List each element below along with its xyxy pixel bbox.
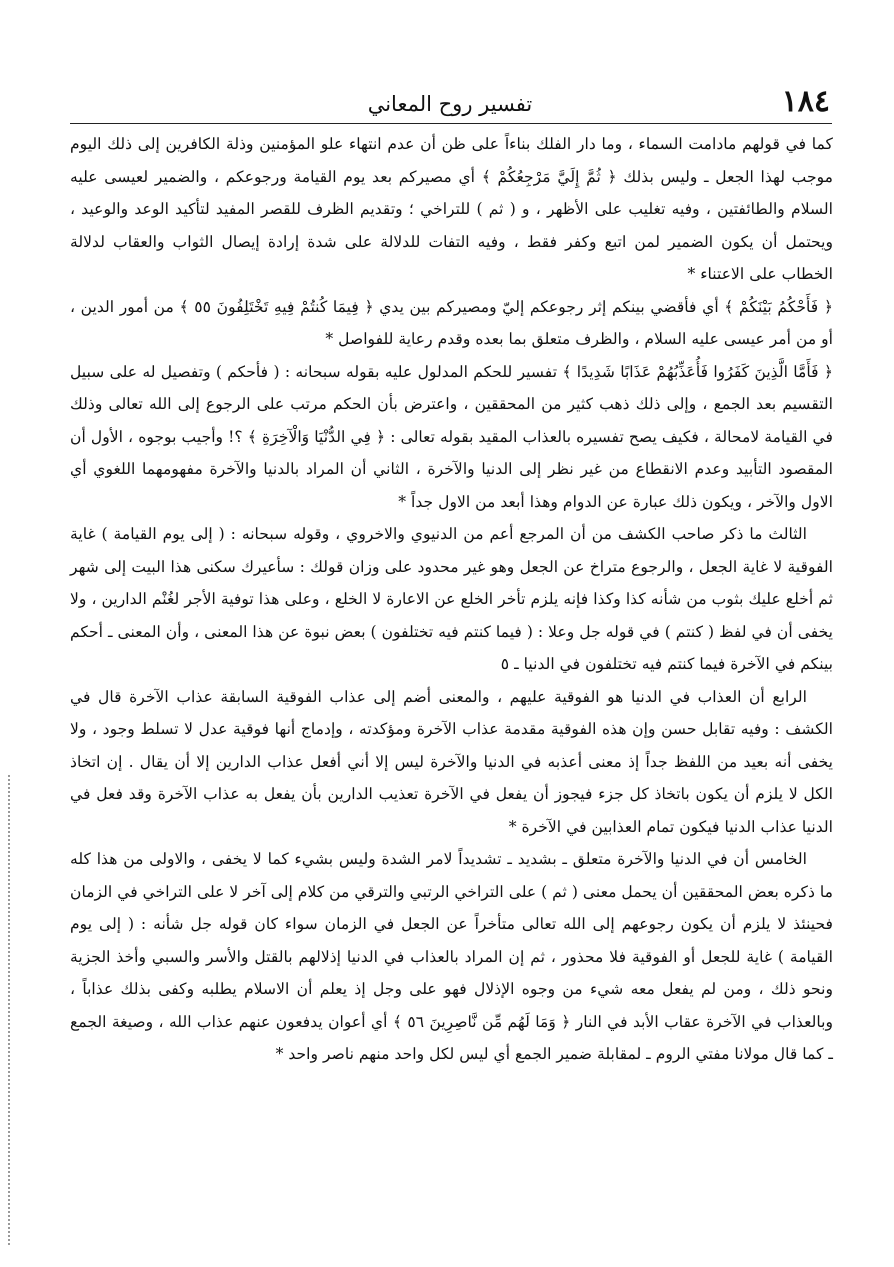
paragraph: الثالث ما ذكر صاحب الكشف من أن المرجع أعم من الدنيوي والاخروي ، وقوله سبحانه : ( إلى يوم القيامة ) غاية الفوقية لا غاية الجعل ، والرجوع متراخ عن الجعل وهو غير محدود على وزان قولك : سأعيرك سكنى هذا البيت إلى شهر ثم أخلع عليك بثوب من شأنه كذا وكذا فإنه يلزم تأخر الخلع عن الاعارة لا الخلع ، وعلى هذا توفية الأجر لغُنْم الدارين ، ولا يخفى أن في لفظ ( كنتم ) في قوله جل وعلا : ( فيما كنتم فيه تختلفون ) بعض نبوة عن هذا المعنى ، وأن المعنى ـ أحكم بينكم في الآخرة فيما كنتم فيه تختلفون في الدنيا ـ ٥ [70,525,833,673]
running-title: تفسير روح المعاني [367,92,533,116]
page-header [70,84,830,124]
paragraph: ﴿ فَأَمَّا الَّذِينَ كَفَرُوا فَأُعَذِّبُهُمْ عَذَابًا شَدِيدًا ﴾ تفسير للحكم المدلول عليه بقوله سبحانه : ( فأحكم ) وتفصيل له على سبيل التقسيم بعد الجمع ، وإلى ذلك ذهب كثير من المحققين ، واعترض بأن الحكم مرتب على الرجوع إلى الله تعالى وذلك في القيامة لامحالة ، فكيف يصح تفسيره بالعذاب المقيد بقوله تعالى : ﴿ فِي الدُّنْيَا وَالْآخِرَةِ ﴾ ؟! وأجيب بوجوه ، الأول أن المقصود التأبيد وعدم الانقطاع من غير نظر إلى الدنيا والآخرة ، الثاني أن المراد بالدنيا والآخرة مفهومهما اللغوي أي الاول والآخر ، ويكون ذلك عبارة عن الدوام وهذا أبعد من الاول جداً * [70,362,833,511]
header-rule [70,123,832,124]
paragraph: كما في قولهم مادامت السماء ، وما دار الفلك بناءاً على ظن أن عدم انتهاء علو المؤمنين وذلة الكافرين إلى ذلك اليوم موجب لهذا الجعل ـ وليس بذلك ﴿ ثُمَّ إِلَيَّ مَرْجِعُكُمْ ﴾ أي مصيركم بعد يوم القيامة ورجوعكم ، والضمير لعيسى عليه السلام والطائفتين ، وفيه تغليب على الأظهر ، و ( ثم ) للتراخي ؛ وتقديم الظرف للقصر المفيد لتأكيد الوعد والوعيد ، ويحتمل أن يكون الضمير لمن اتبع وكفر فقط ، وفيه التفات للدلالة على شدة إرادة إيصال الثواب والعقاب لدلالة الخطاب على الاعتناء * [70,135,833,283]
paragraph: الرابع أن العذاب في الدنيا هو الفوقية عليهم ، والمعنى أضم إلى عذاب الفوقية السابقة عذاب الآخرة قال في الكشف : وفيه تقابل حسن وإن هذه الفوقية مقدمة عذاب الآخرة ومؤكدته ، وإدماج أنها فوقية عدل لا تسلط وجود ، ولا يخفى أنه بعيد من اللفظ جداً إذ معنى أعذبه في الدنيا والآخرة ليس إلا أني أفعل عذاب الدارين إلا أن يقال . إن اتخاذ الكل لا يلزم أن يكون باتخاذ كل جزء فيجوز أن يفعل في الآخرة تعذيب الدارين بأن يفعل به عذاب الآخرة وقد فعل في الدنيا عذاب الدنيا فيكون تمام العذابين في الآخرة * [70,687,833,836]
scan-edge-marks [8,775,12,1245]
paragraph: الخامس أن في الدنيا والآخرة متعلق ـ بشديد ـ تشديداً لامر الشدة وليس بشيء كما لا يخفى ، والاولى من هذا كله ما ذكره بعض المحققين أن يحمل معنى ( ثم ) على التراخي الرتبي والترقي من كلام إلى آخر لا على التراخي في الزمان فحينئذ لا يلزم أن يكون رجوعهم إلى الله تعالى متأخراً عن الجعل في الزمان سواء كان قوله جل شأنه : ( إلى يوم القيامة ) غاية للجعل أو الفوقية فلا محذور ، ثم إن المراد بالعذاب في الدنيا إذلالهم بالقتل والأسر والسبي وأخذ الجزية ونحو ذلك ، ومن لم يفعل معه شيء من وجوه الإذلال فهو على وجل إذ يعلم أن الاسلام يطلبه وكفى بذلك عذاباً ، وبالعذاب في الآخرة عقاب الأبد في النار ﴿ وَمَا لَهُم مِّن نَّاصِرِينَ ٥٦ ﴾ أي أعوان يدفعون عنهم عذاب الله ، وصيغة الجمع ـ كما قال مولانا مفتي الروم ـ لمقابلة ضمير الجمع أي ليس لكل واحد منهم ناصر واحد * [70,850,833,1063]
paragraph: ﴿ فَأَحْكُمُ بَيْنَكُمْ ﴾ أي فأقضي بينكم إثر رجوعكم إليّ ومصيركم بين يدي ﴿ فِيمَا كُنتُمْ فِيهِ تَخْتَلِفُونَ ٥٥ ﴾ من أمور الدين ، أو من أمر عيسى عليه السلام ، والظرف متعلق بما بعده وقدم رعاية للفواصل * [70,297,833,348]
page-number: ١٨٤ [781,84,830,119]
page-body [70,128,833,1071]
